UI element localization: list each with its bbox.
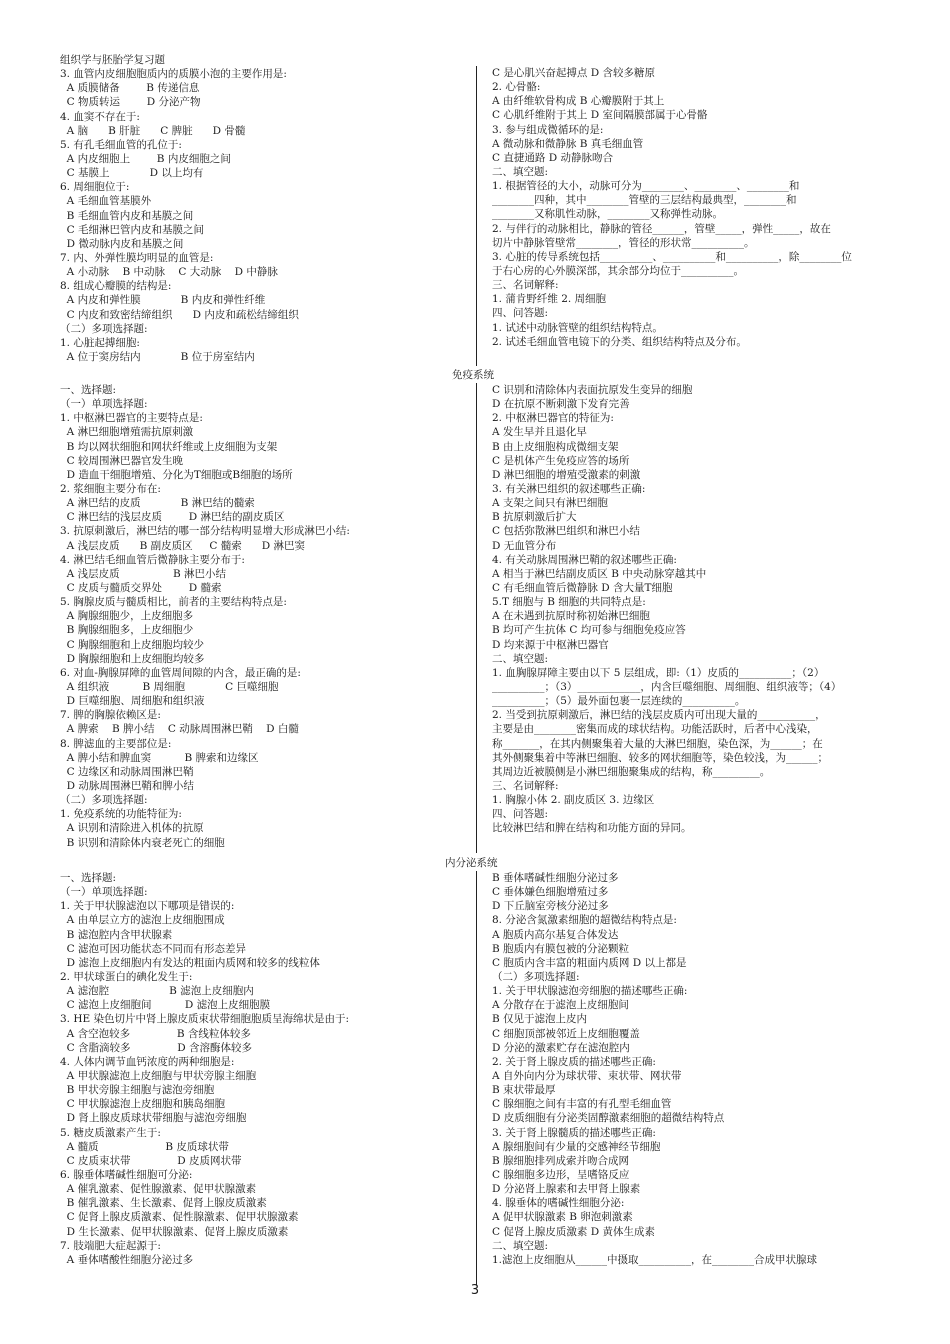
text-line: 1.滤泡上皮细胞从______中摄取__________，在________合成甲状腺球	[492, 1253, 818, 1266]
text-line: C 边缘区和动脉周围淋巴鞘	[60, 765, 194, 778]
text-line: C 滤泡上皮细胞间 D 滤泡上皮细胞膜	[60, 999, 271, 1012]
text-line: 5. 胸腺皮质与髓质相比，前者的主要结构特点是:	[60, 596, 287, 609]
text-line: 3. 心脏的传导系统包括__________、__________和__________，除________位	[492, 250, 852, 263]
text-line: 一、选择题:	[60, 384, 117, 396]
text-line: C 心肌纤维附于其上 D 室间隔膜部属于心骨骼	[492, 109, 708, 122]
text-line: D 分泌的激素贮存在滤泡腔内	[492, 1041, 630, 1054]
text-line: 1. 根据管径的大小，动脉可分为________、________、________和	[492, 180, 800, 193]
page-number: 3	[470, 1283, 480, 1298]
text-line: 1. 试述中动脉管壁的组织结构特点。	[492, 321, 663, 334]
text-line: C 滤泡可因功能状态不同而有形态差异	[60, 942, 247, 955]
section3-left-column	[60, 871, 468, 1267]
text-line: 称_______，在其内侧聚集着大量的大淋巴细胞，染色深，为______；在	[492, 737, 823, 750]
text-line: D 胸腺细胞和上皮细胞均较多	[60, 652, 205, 665]
text-line: 1. 胸腺小体 2. 副皮质区 3. 边缘区	[492, 794, 655, 807]
text-line: C 细胞顶部被邻近上皮细胞覆盖	[492, 1027, 640, 1040]
text-line: 二、填空题:	[492, 165, 549, 178]
text-line: A 胸腺细胞少，上皮细胞多	[60, 610, 194, 623]
column-divider	[476, 66, 477, 366]
text-line: 2. 浆细胞主要分布在:	[60, 482, 161, 495]
text-line: A 催乳激素、促性腺激素、促甲状腺激素	[60, 1183, 257, 1196]
text-line: C 是机体产生免疫应答的场所	[492, 454, 630, 467]
text-line: A 分散存在于滤泡上皮细胞间	[492, 999, 629, 1012]
text-line: 8. 组成心瓣膜的结构是:	[60, 280, 172, 293]
text-line: A 淋巴结的皮质 B 淋巴结的髓索	[60, 497, 255, 510]
text-line: D 无血管分布	[492, 539, 557, 552]
text-line: D 动脉周围淋巴鞘和脾小结	[60, 779, 194, 792]
text-line: 二、填空题:	[492, 1239, 549, 1252]
text-line: C 内皮和致密结缔组织 D 内皮和疏松结缔组织	[60, 308, 299, 321]
text-line: C 物质转运 D 分泌产物	[60, 96, 201, 109]
text-line: B 腺细胞排列成索并吻合成网	[492, 1154, 630, 1167]
text-line: D 均来源于中枢淋巴器官	[492, 638, 609, 651]
text-line: A 脑 B 肝脏 C 脾脏 D 骨髓	[60, 124, 246, 137]
text-line: C 皮质与髓质交界处 D 髓索	[60, 581, 222, 594]
text-line: A 组织液 B 周细胞 C 巨噬细胞	[60, 680, 279, 693]
text-line: A 支架之间只有淋巴细胞	[492, 497, 608, 510]
text-line: C 胸腺细胞和上皮细胞均较少	[60, 638, 205, 651]
text-line: 四、问答题:	[492, 808, 549, 821]
text-line: 四、问答题:	[492, 307, 549, 320]
text-line: 组织学与胚胎学复习题	[60, 54, 165, 66]
text-line: 其外侧聚集着中等淋巴细胞、较多的网状细胞等，染色较浅，为______；	[492, 751, 828, 764]
text-line: 5. 糖皮质激素产生于:	[60, 1126, 161, 1139]
text-line: 5.T 细胞与 B 细胞的共同特点是:	[492, 596, 646, 609]
text-line: A 小动脉 B 中动脉 C 大动脉 D 中静脉	[60, 266, 278, 279]
text-line: 一、选择题:	[60, 872, 117, 884]
text-line: 其周边近被膜侧是小淋巴细胞聚集成的结构，称_________。	[492, 765, 771, 778]
text-line: 3. 血管内皮细胞胞质内的质膜小泡的主要作用是:	[60, 68, 287, 81]
text-line: 二、填空题:	[492, 652, 549, 665]
text-line: D 分泌肾上腺素和去甲肾上腺素	[492, 1183, 641, 1196]
text-line: B 甲状旁腺主细胞与滤泡旁细胞	[60, 1084, 215, 1097]
text-line: 7. 肢端肥大症起源于:	[60, 1239, 161, 1252]
text-line: B 胞质内有膜包被的分泌颗粒	[492, 942, 630, 955]
text-line: D 巨噬细胞、周细胞和组织液	[60, 695, 205, 708]
text-line: 7. 脾的胸腺依赖区是:	[60, 709, 161, 722]
text-line: B 由上皮细胞构成微细支架	[492, 440, 619, 453]
text-line: 7. 内、外弹性膜均明显的血管是:	[60, 251, 214, 264]
text-line: （二）多项选择题:	[60, 794, 148, 807]
text-line: 4. 人体内调节血钙浓度的两种细胞是:	[60, 1055, 235, 1068]
text-line: B 毛细血管内皮和基膜之间	[60, 209, 194, 222]
text-line: A 微动脉和微静脉 B 真毛细血管	[492, 137, 644, 150]
text-line: 于右心房的心外膜深部，其余部分均位于__________。	[492, 264, 744, 277]
text-line: D 在抗原不断刺激下发育完善	[492, 398, 630, 411]
text-line: 2. 心骨骼:	[492, 81, 541, 94]
text-line: A 由纤维软骨构成 B 心瓣膜附于其上	[492, 95, 665, 108]
text-line: A 促甲状腺激素 B 卵泡刺激素	[492, 1211, 633, 1224]
text-line: B 束状带最厚	[492, 1084, 556, 1097]
text-line: 3. 抗原刺激后，淋巴结的哪一部分结构明显增大形成淋巴小结:	[60, 525, 350, 538]
text-line: 6. 对血-胸腺屏障的血管周间隙的内含，最正确的是:	[60, 666, 301, 679]
text-line: __________；（5）最外面包裹一层连续的__________。	[492, 695, 746, 708]
text-line: 三、名词解释:	[492, 279, 559, 292]
text-line: B 均以网状细胞和网状纤维或上皮细胞为支架	[60, 440, 278, 453]
text-line: A 髓质 B 皮质球状带	[60, 1140, 229, 1153]
text-line: A 淋巴细胞增殖需抗原刺激	[60, 426, 194, 439]
section-title-immune-system: 免疫系统	[452, 369, 494, 381]
text-line: __________；（3）____________，内含巨噬细胞、周细胞、组织液等；（4）	[492, 680, 842, 693]
text-line: B 抗原刺激后扩大	[492, 511, 577, 524]
text-line: D 下丘脑室旁核分泌过多	[492, 900, 609, 913]
text-line: A 腺细胞间有少量的交感神经节细胞	[492, 1140, 661, 1153]
text-line: C 淋巴结的浅层皮质 D 淋巴结的副皮质区	[60, 511, 285, 524]
text-line: 2. 与伴行的动脉相比，静脉的管径______，管壁_____，弹性_____，故在	[492, 222, 831, 235]
text-line: C 腺细胞多边形，呈嗜铬反应	[492, 1168, 630, 1181]
text-line: D 肾上腺皮质球状带细胞与滤泡旁细胞	[60, 1112, 247, 1125]
text-line: A 甲状腺滤泡上皮细胞与甲状旁腺主细胞	[60, 1069, 257, 1082]
text-line: A 在未遇到抗原时称初始淋巴细胞	[492, 610, 650, 623]
text-line: A 浅层皮质 B 淋巴小结	[60, 567, 227, 580]
text-line: 三、名词解释:	[492, 779, 559, 792]
text-line: D 淋巴细胞的增殖受激素的刺激	[492, 468, 641, 481]
text-line: A 自外向内分为球状带、束状带、网状带	[492, 1069, 682, 1082]
text-line: C 促肾上腺皮质激素 D 黄体生成素	[492, 1225, 655, 1238]
text-line: 4. 有关动脉周围淋巴鞘的叙述哪些正确:	[492, 553, 677, 566]
text-line: 2. 当受到抗原刺激后，淋巴结的浅层皮质内可出现大量的___________，	[492, 709, 826, 722]
text-line: A 脾小结和脾血窦 B 脾索和边缘区	[60, 751, 259, 764]
text-line: B 滤泡腔内含甲状腺素	[60, 928, 173, 941]
text-line: 6. 腺垂体嗜碱性细胞可分泌:	[60, 1168, 193, 1181]
text-line: C 促肾上腺皮质激素、促性腺激素、促甲状腺激素	[60, 1211, 299, 1224]
section3-right-column	[492, 871, 897, 1267]
column-divider	[476, 871, 477, 1285]
text-line: C 包括弥散淋巴组织和淋巴小结	[492, 525, 640, 538]
text-line: B 识别和清除体内衰老死亡的细胞	[60, 836, 225, 849]
section2-left-column	[60, 383, 468, 850]
text-line: C 基膜上 D 以上均有	[60, 167, 204, 180]
text-line: C 有毛细血管后微静脉 D 含大量T细胞	[492, 581, 673, 594]
text-line: B 催乳激素、生长激素、促肾上腺皮质激素	[60, 1197, 267, 1210]
text-line: （二）多项选择题:	[492, 970, 580, 983]
text-line: C 胞质内含丰富的粗面内质网 D 以上都是	[492, 956, 687, 969]
text-line: 1. 中枢淋巴器官的主要特点是:	[60, 412, 203, 425]
text-line: 2. 关于肾上腺皮质的描述哪些正确:	[492, 1055, 656, 1068]
text-line: （一）单项选择题:	[60, 886, 148, 899]
section-title-endocrine-system: 内分泌系统	[445, 857, 498, 869]
text-line: 8. 脾滤血的主要部位是:	[60, 737, 172, 750]
text-line: B 胸腺细胞多，上皮细胞少	[60, 624, 194, 637]
text-line: A 相当于淋巴结副皮质区 B 中央动脉穿越其中	[492, 567, 707, 580]
text-line: 3. 参与组成微循环的是:	[492, 123, 604, 136]
text-line: C 毛细淋巴管内皮和基膜之间	[60, 223, 205, 236]
text-line: 8. 分泌含氮激素细胞的超微结构特点是:	[492, 914, 677, 927]
text-line: 3. 关于肾上腺髓质的描述哪些正确:	[492, 1126, 656, 1139]
text-line: A 脾索 B 脾小结 C 动脉周围淋巴鞘 D 白髓	[60, 723, 299, 736]
text-line: C 垂体嫌色细胞增殖过多	[492, 886, 609, 899]
text-line: 1. 关于甲状腺滤泡旁细胞的描述哪些正确:	[492, 985, 688, 998]
text-line: （一）单项选择题:	[60, 398, 148, 411]
text-line: 4. 淋巴结毛细血管后微静脉主要分布于:	[60, 553, 245, 566]
text-line: A 发生早并且退化早	[492, 426, 587, 439]
text-line: C 皮质束状带 D 皮质网状带	[60, 1154, 242, 1167]
text-line: 2. 甲状球蛋白的碘化发生于:	[60, 970, 193, 983]
text-line: （二）多项选择题:	[60, 322, 148, 335]
text-line: 1. 血胸腺屏障主要由以下 5 层组成，即:（1）皮质的__________；（2）	[492, 666, 825, 679]
text-line: ________又称肌性动脉，________又称弹性动脉。	[492, 208, 723, 221]
text-line: A 内皮细胞上 B 内皮细胞之间	[60, 152, 231, 165]
text-line: 2. 试述毛细血管电镜下的分类、组织结构特点及分布。	[492, 335, 747, 348]
text-line: A 垂体嗜酸性细胞分泌过多	[60, 1253, 194, 1266]
text-line: D 皮质细胞有分泌类固醇激素细胞的超微结构特点	[492, 1112, 725, 1125]
text-line: A 质膜储备 B 传递信息	[60, 82, 200, 95]
text-line: B 垂体嗜碱性细胞分泌过多	[492, 872, 619, 884]
section1-left-column	[60, 53, 468, 364]
text-line: C 较周围淋巴器官发生晚	[60, 454, 184, 467]
text-line: A 识别和清除进入机体的抗原	[60, 822, 204, 835]
text-line: 6. 周细胞位于:	[60, 181, 130, 194]
text-line: A 毛细血管基膜外	[60, 195, 152, 208]
text-line: A 位于窦房结内 B 位于房室结内	[60, 350, 255, 363]
section1-right-column	[492, 66, 897, 349]
text-line: B 仅见于滤泡上皮内	[492, 1013, 588, 1026]
text-line: 切片中静脉管壁常________，管径的形状常__________。	[492, 236, 755, 249]
text-line: 5. 有孔毛细血管的孔位于:	[60, 138, 182, 151]
text-line: A 内皮和弹性膜 B 内皮和弹性纤维	[60, 294, 266, 307]
text-line: A 由单层立方的滤泡上皮细胞围成	[60, 914, 225, 927]
text-line: 4. 腺垂体的嗜碱性细胞分泌:	[492, 1197, 625, 1210]
text-line: 2. 中枢淋巴器官的特征为:	[492, 412, 614, 425]
text-line: A 滤泡腔 B 滤泡上皮细胞内	[60, 985, 254, 998]
text-line: C 含脂滴较多 D 含溶酶体较多	[60, 1041, 253, 1054]
text-line: C 识别和清除体内表面抗原发生变异的细胞	[492, 384, 693, 396]
text-line: 1. 免疫系统的功能特征为:	[60, 808, 182, 821]
text-line: 1. 心脏起搏细胞:	[60, 336, 140, 349]
text-line: C 是心肌兴奋起搏点 D 含较多糖原	[492, 67, 655, 79]
text-line: 4. 血窦不存在于:	[60, 110, 140, 123]
text-line: C 腺细胞之间有丰富的有孔型毛细血管	[492, 1098, 672, 1111]
text-line: 3. 有关淋巴组织的叙述哪些正确:	[492, 482, 646, 495]
text-line: 比较淋巴结和脾在结构和功能方面的异同。	[492, 822, 692, 835]
text-line: D 生长激素、促甲状腺激素、促肾上腺皮质激素	[60, 1225, 289, 1238]
section2-right-column	[492, 383, 897, 836]
text-line: D 微动脉内皮和基膜之间	[60, 237, 184, 250]
text-line: C 甲状腺滤泡上皮细胞和胰岛细胞	[60, 1098, 226, 1111]
text-line: 3. HE 染色切片中肾上腺皮质束状带细胞胞质呈海绵状是由于:	[60, 1013, 350, 1026]
text-line: D 造血干细胞增殖、分化为T细胞或B细胞的场所	[60, 468, 293, 481]
text-line: ________四种，其中________管壁的三层结构最典型，________和	[492, 194, 797, 207]
text-line: 主要是由________密集而成的球状结构。功能活跃时，后者中心浅染，	[492, 723, 818, 736]
text-line: A 浅层皮质 B 副皮质区 C 髓索 D 淋巴窦	[60, 539, 306, 552]
text-line: A 胞质内高尔基复合体发达	[492, 928, 619, 941]
text-line: 1. 关于甲状腺滤泡以下哪项是错误的:	[60, 900, 235, 913]
text-line: C 直捷通路 D 动静脉吻合	[492, 151, 613, 164]
text-line: A 含空泡较多 B 含线粒体较多	[60, 1027, 251, 1040]
text-line: 1. 蒲肯野纤维 2. 周细胞	[492, 293, 607, 306]
column-divider	[476, 383, 477, 853]
text-line: D 滤泡上皮细胞内有发达的粗面内质网和较多的线粒体	[60, 956, 320, 969]
text-line: B 均可产生抗体 C 均可参与细胞免疫应答	[492, 624, 686, 637]
